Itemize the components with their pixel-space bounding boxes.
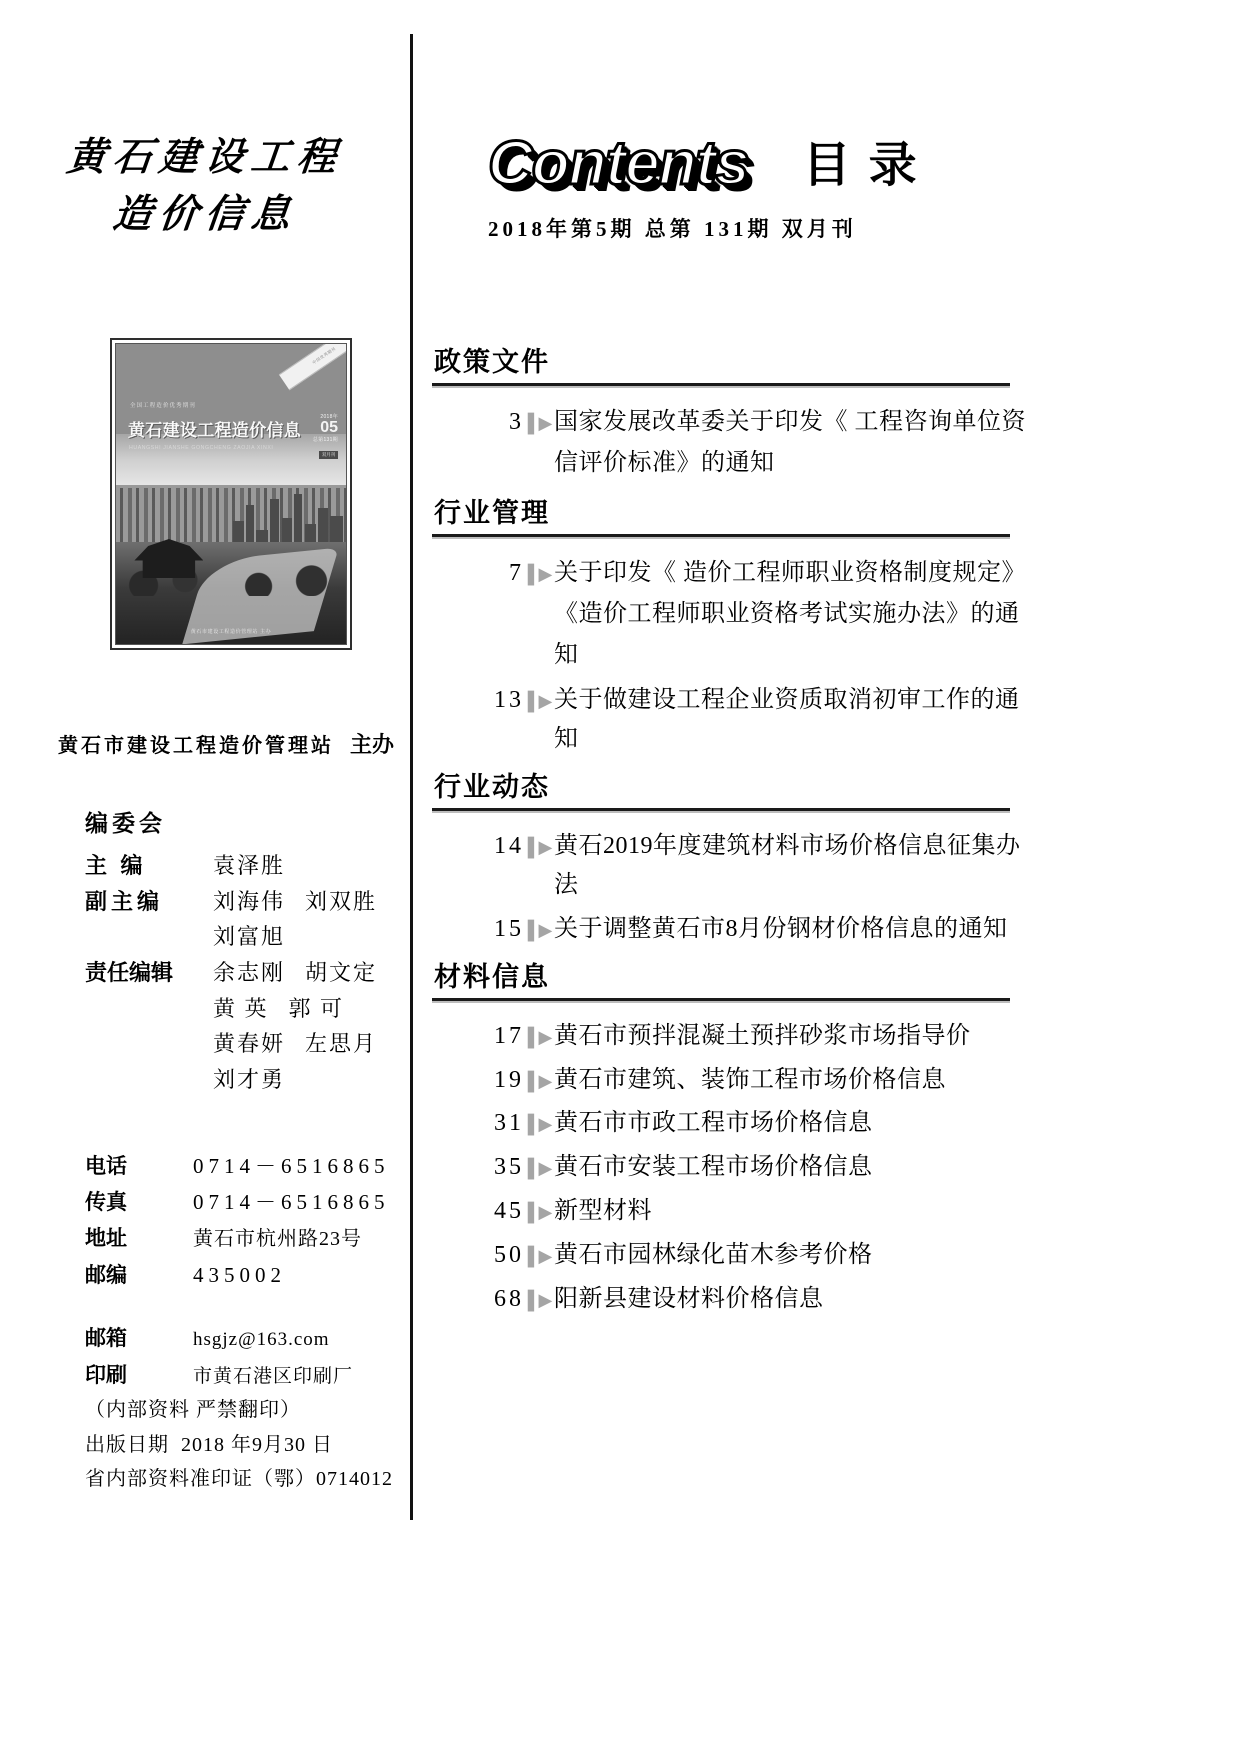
- arrow-right-icon: ▌▶: [527, 1158, 551, 1179]
- arrow-right-icon: ▌▶: [527, 1114, 551, 1135]
- contact-value-email: hsgjz@163.com: [193, 1329, 330, 1350]
- toc-page-number: 7: [509, 559, 524, 586]
- toc-entry[interactable]: [432, 1192, 1032, 1231]
- arrow-right-icon: ▌▶: [527, 691, 551, 712]
- toc-entry[interactable]: [432, 1061, 1032, 1100]
- editorial-board: [85, 805, 415, 1097]
- contents-sections: [432, 340, 1032, 1325]
- toc-entry-title: 关于调整黄石市8月份钢材价格信息的通知: [554, 915, 1008, 942]
- section-entries: [432, 1017, 1032, 1319]
- print-license-number: 省内部资料准印证（鄂）0714012: [85, 1468, 393, 1491]
- contact-row-printer: [85, 1357, 445, 1394]
- toc-entry[interactable]: [432, 1104, 1032, 1143]
- section-industry-management: [432, 491, 1032, 760]
- contact-row-postcode: [85, 1257, 425, 1293]
- toc-entry-title: 黄石市园林绿化苗木参考价格: [554, 1242, 873, 1269]
- board-names-editors-4: 刘才勇: [213, 1066, 286, 1092]
- toc-entry-title: 国家发展改革委关于印发《 工程咨询单位资信评价标准》的通知: [554, 409, 1026, 477]
- sponsor-organization: 黄石市建设工程造价管理站: [58, 735, 334, 757]
- toc-entry[interactable]: [432, 1236, 1032, 1275]
- toc-entry-title: 新型材料: [554, 1198, 652, 1225]
- toc-entry[interactable]: [432, 910, 1032, 949]
- contact-value-address: 黄石市杭州路23号: [193, 1228, 362, 1251]
- section-title: 行业动态: [434, 772, 550, 803]
- cover-pinyin: HUANGSHI JIANSHE GONGCHENG ZAOJIA XINXI: [129, 444, 274, 451]
- toc-page-number: 68: [494, 1285, 524, 1312]
- section-entries: [432, 553, 1032, 760]
- toc-page-number: 50: [494, 1242, 524, 1269]
- section-rule: [432, 534, 1010, 537]
- contact-row-email: [85, 1320, 445, 1357]
- arrow-right-icon: ▌▶: [527, 1289, 551, 1310]
- masthead-line-1: 黄石建设工程: [64, 136, 346, 179]
- board-row-editors-3: [85, 1026, 415, 1062]
- board-names-managing-editor: 余志刚 胡文定: [213, 959, 378, 985]
- left-column: [0, 0, 410, 1752]
- arrow-right-icon: ▌▶: [527, 413, 551, 433]
- contact-block-primary: [85, 1148, 425, 1293]
- arrow-right-icon: ▌▶: [527, 837, 551, 858]
- contact-label-address: 地址: [85, 1226, 127, 1251]
- board-names-deputy-editor: 刘海伟 刘双胜: [213, 888, 378, 914]
- section-material-information: [432, 955, 1032, 1319]
- contact-label-phone: 电话: [85, 1154, 127, 1178]
- contact-value-postcode: 435002: [193, 1262, 286, 1287]
- section-title: 材料信息: [434, 961, 550, 992]
- cover-title: 黄石建设工程造价信息: [128, 421, 301, 440]
- board-row-editors-4: [85, 1062, 415, 1098]
- toc-page-number: 3: [509, 409, 524, 435]
- contact-row-phone: [85, 1148, 425, 1184]
- arrow-right-icon: ▌▶: [527, 919, 551, 940]
- contact-value-phone: 0714－6516865: [193, 1154, 390, 1178]
- masthead-line-2: 造价信息: [110, 192, 300, 236]
- contact-block-secondary: [85, 1320, 445, 1497]
- contact-label-fax: 传真: [85, 1190, 127, 1215]
- toc-page-number: 13: [494, 687, 524, 714]
- toc-entry-title: 阳新县建设材料价格信息: [554, 1285, 824, 1312]
- sponsor-host-label: 主办: [350, 732, 395, 757]
- toc-entry[interactable]: [432, 1148, 1032, 1187]
- contact-label-printer: 印刷: [85, 1362, 127, 1387]
- cover-tagline: 全国工程造价优秀期刊: [130, 403, 196, 409]
- board-row-editors-2: [85, 991, 415, 1027]
- editorial-board-title: 编委会: [85, 811, 166, 836]
- cover-issue-frequency: 双月刊: [319, 451, 338, 459]
- toc-entry[interactable]: [432, 553, 1032, 677]
- internal-material-note: （内部资料 严禁翻印）: [85, 1399, 301, 1422]
- contact-row-address: [85, 1220, 425, 1256]
- cover-footer-text: 黄石市建设工程造价管理站 主办: [190, 629, 272, 635]
- toc-entry-title: 黄石市建筑、装饰工程市场价格信息: [554, 1066, 946, 1093]
- sponsor-line: [58, 728, 394, 759]
- contact-value-printer: 市黄石港区印刷厂: [193, 1365, 354, 1387]
- arrow-right-icon: ▌▶: [527, 1202, 551, 1223]
- toc-entry-title: 黄石2019年度建筑材料市场价格信息征集办法: [554, 833, 1021, 898]
- section-rule: [432, 998, 1010, 1001]
- contents-title-cn: 目录: [802, 139, 935, 192]
- board-label-chief-editor: 主 编: [85, 853, 147, 878]
- section-policy-documents: [432, 340, 1032, 485]
- toc-page-number: 14: [494, 833, 524, 860]
- issue-information: 2018年第5期 总第 131期 双月刊: [488, 217, 857, 241]
- cover-ribbon: 中国优秀期刊: [279, 343, 347, 390]
- contact-row-fax: [85, 1184, 425, 1220]
- section-industry-news: [432, 765, 1032, 949]
- toc-entry[interactable]: [432, 402, 1032, 485]
- board-row-managing-editor: [85, 955, 415, 991]
- toc-page-number: 45: [494, 1198, 524, 1225]
- toc-entry-title: 关于印发《 造价工程师职业资格制度规定》《造价工程师职业资格考试实施办法》的通知: [554, 559, 1026, 669]
- masthead-title: [0, 130, 410, 243]
- contact-label-email: 邮箱: [85, 1326, 127, 1350]
- board-names-editors-2: 黄 英 郭 可: [213, 995, 345, 1021]
- column-divider: [410, 34, 413, 1520]
- board-label-deputy-editor: 副主编: [85, 888, 164, 914]
- cover-issue-number: 05: [320, 419, 338, 436]
- board-names-chief-editor: 袁泽胜: [213, 853, 286, 878]
- toc-entry-title: 关于做建设工程企业资质取消初审工作的通知: [554, 687, 1020, 753]
- cover-issue-total: 总第131期: [312, 437, 338, 443]
- toc-entry[interactable]: [432, 1017, 1032, 1056]
- board-names-editors-3: 黄春妍 左思月: [213, 1031, 378, 1057]
- board-row-deputy-editor: [85, 884, 415, 920]
- toc-page-number: 19: [494, 1066, 524, 1093]
- section-entries: [432, 402, 1032, 485]
- toc-entry-title: 黄石市安装工程市场价格信息: [554, 1154, 873, 1181]
- toc-page-number: 17: [494, 1022, 524, 1049]
- board-label-managing-editor: 责任编辑: [85, 959, 174, 985]
- toc-entry[interactable]: [432, 681, 1032, 759]
- section-rule: [432, 808, 1010, 811]
- section-rule: [432, 383, 1010, 386]
- cover-issue-badge: [313, 413, 338, 461]
- contact-value-fax: 0714－6516865: [193, 1190, 390, 1215]
- arrow-right-icon: ▌▶: [527, 1026, 551, 1047]
- arrow-right-icon: ▌▶: [527, 1070, 551, 1091]
- board-row-chief-editor: [85, 848, 415, 884]
- toc-entry[interactable]: [432, 827, 1032, 905]
- section-entries: [432, 827, 1032, 949]
- contact-label-postcode: 邮编: [85, 1262, 127, 1287]
- toc-page-number: 35: [494, 1154, 524, 1181]
- toc-entry[interactable]: [432, 1280, 1032, 1319]
- board-names-deputy-editor-2: 刘富旭: [213, 924, 286, 950]
- cover-artwork: [115, 343, 347, 645]
- toc-page-number: 15: [494, 915, 524, 942]
- arrow-right-icon: ▌▶: [527, 1246, 551, 1267]
- toc-entry-title: 黄石市市政工程市场价格信息: [554, 1110, 873, 1137]
- toc-entry-title: 黄石市预拌混凝土预拌砂浆市场指导价: [554, 1022, 971, 1049]
- contents-column: [432, 0, 1240, 1752]
- section-title: 行业管理: [434, 497, 550, 528]
- cover-issue-year: 2018年: [320, 414, 338, 420]
- contents-title-en: Contents: [488, 129, 749, 198]
- board-row-deputy-editor-2: [85, 919, 415, 955]
- toc-page-number: 31: [494, 1110, 524, 1137]
- arrow-right-icon: ▌▶: [527, 563, 551, 584]
- contents-header: [432, 126, 1032, 199]
- magazine-cover-thumbnail: [110, 338, 352, 650]
- publication-date: 出版日期 2018 年9月30 日: [85, 1433, 333, 1456]
- section-title: 政策文件: [434, 347, 550, 377]
